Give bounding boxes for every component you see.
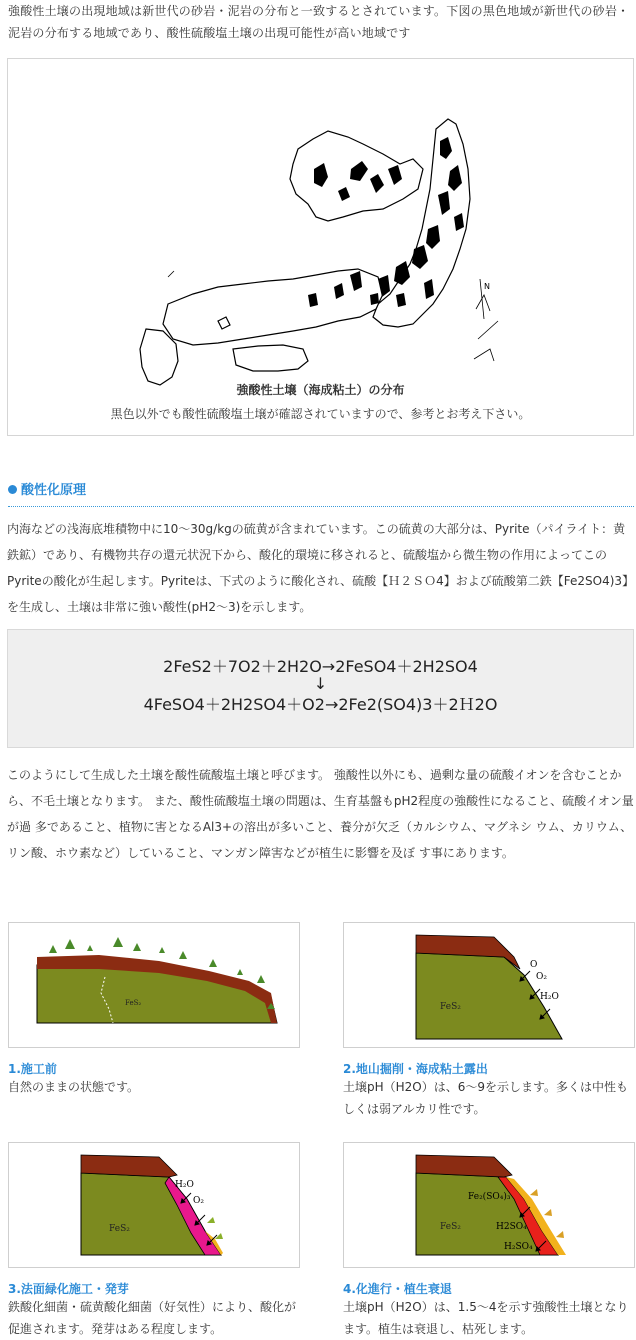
formula-box <box>7 629 634 748</box>
fes2-label: FeS₂ <box>440 1222 461 1232</box>
fes2-label: FeS₂ <box>109 1224 130 1234</box>
step-3-text: 鉄酸化細菌・硫黄酸化細菌（好気性）により、酸化が促進されます。発芽はある程度します。 <box>8 1300 297 1336</box>
north-label: N <box>484 282 490 291</box>
h2o-label: H₂O <box>175 1180 194 1190</box>
section-heading-label: 酸性化原理 <box>21 483 87 498</box>
step-1-diagram <box>8 922 300 1048</box>
step-2-text: 土壌pH（H2O）は、6～9を示します。多くは中性もしくは弱アルカリ性です。 <box>343 1080 629 1116</box>
step-2-title: 2.地山掘削・海成粘土露出 <box>343 1062 488 1076</box>
step-4-diagram <box>343 1142 635 1268</box>
step-4-text: 土壌pH（H2O）は、1.5～4を示す強酸性土壌となります。植生は衰退し、枯死します。 <box>343 1300 629 1336</box>
step-2-diagram <box>343 922 635 1048</box>
section-heading <box>8 480 634 507</box>
h2so4-label-1: H2SO₄ <box>496 1222 527 1232</box>
bullet-icon <box>8 485 17 494</box>
formula-line-1: 2FeS2＋7O2＋2H2O→2FeSO4＋2H2SO4 <box>163 657 478 676</box>
fes2-label: FeS₂ <box>440 1002 461 1012</box>
map-note: 黒色以外でも酸性硫酸塩土壌が確認されていますので、参考とお考え下さい。 <box>110 407 531 421</box>
step-4-title: 4.化進行・植生衰退 <box>343 1282 452 1296</box>
japan-map-image <box>138 99 508 389</box>
principle-paragraph: 内海などの浅海底堆積物中に10～30g/kgの硫黄が含まれています。この硫黄の大部分は、Pyrite（パイライト：黄鉄鉱）であり、有機物共存の還元状況下から、酸化的環境に移されると、硫酸塩から微生物の作用によってこのPyriteの酸化が生起します。Pyriteは、下式のように酸化され、硫酸【Ｈ２ＳＯ4】および硫酸第二鉄【Fe2SO4)3】を生成し、土壌は非常に強い酸性(pH2～3)を示します。 <box>7 522 629 614</box>
formula-arrow: ↓ <box>313 674 328 693</box>
h2o-label: H₂O <box>540 992 559 1002</box>
fe2so43-label: Fe₂(SO₄)₃ <box>468 1192 511 1202</box>
step-1-title: 1.施工前 <box>8 1062 57 1076</box>
o2-label: O₂ <box>193 1196 204 1206</box>
map-figure <box>7 58 634 436</box>
o-label: O <box>530 960 538 970</box>
formula-line-2: 4FeSO4＋2H2SO4＋O2→2Fe2(SO4)3＋2Ｈ2O <box>143 695 498 714</box>
h2so4-label-2: H₂SO₄ <box>504 1242 533 1252</box>
fes2-label: FeS₂ <box>125 999 142 1007</box>
step-1-text: 自然のままの状態です。 <box>8 1080 140 1094</box>
acid-sulfate-paragraph: このようにして生成した土壌を酸性硫酸塩土壌と呼びます。 強酸性以外にも、過剰な量の硫酸イオンを含むことから、不毛土壌となります。 また、酸性硫酸塩土壌の問題は、生育基盤もpH2程度の強酸性になること、硫酸イオン量が過 多であること、植物に害となるAl3+の溶出が多いこと、養分が欠乏（カルシウム、マグネシ ウム、カリウム、リン酸、ホウ素など）していること、マンガン障害などが植生に影響を及ぼ す事にあります。 <box>7 768 634 860</box>
step-3-diagram <box>8 1142 300 1268</box>
step-3-title: 3.法面緑化施工・発芽 <box>8 1282 129 1296</box>
map-title: 強酸性土壌（海成粘土）の分布 <box>236 383 405 397</box>
intro-text: 強酸性土壌の出現地域は新世代の砂岩・泥岩の分布と一致するとされています。下図の黒色地域が新世代の砂岩・泥岩の分布する地域であり、酸性硫酸塩土壌の出現可能性が高い地域です <box>8 4 630 40</box>
o2-label: O₂ <box>536 972 547 982</box>
